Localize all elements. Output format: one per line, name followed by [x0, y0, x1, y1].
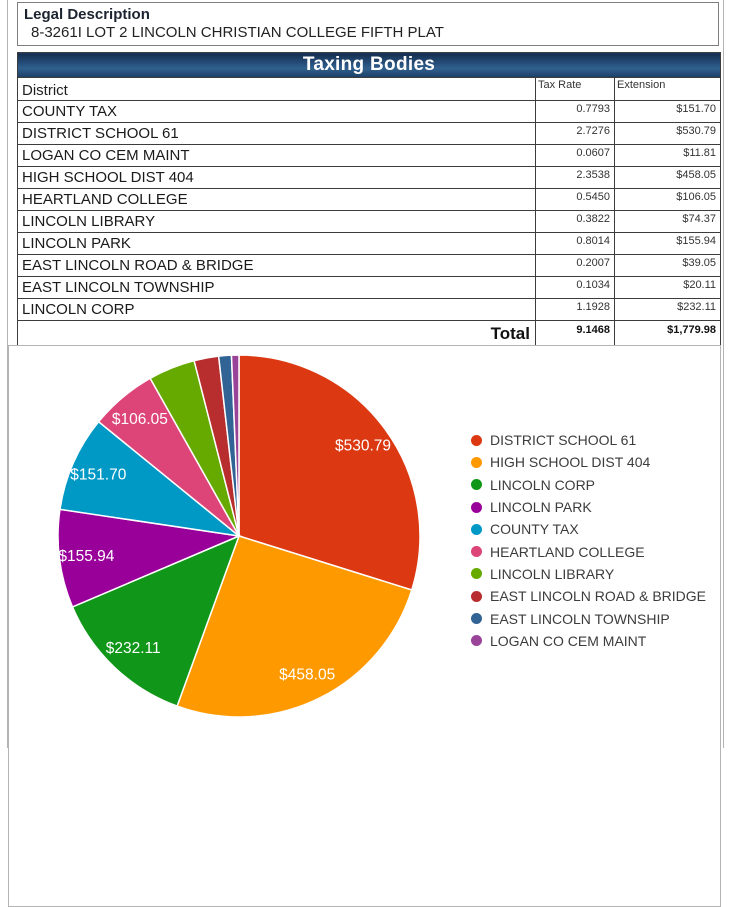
legend-label: HIGH SCHOOL DIST 404 [490, 454, 651, 471]
extension-cell: $530.79 [615, 123, 721, 145]
legend-color-dot-icon [471, 635, 482, 646]
district-cell: LINCOLN PARK [18, 233, 536, 255]
extension-cell: $74.37 [615, 211, 721, 233]
table-row [18, 277, 721, 299]
tax-rate-cell: 0.3822 [536, 211, 615, 233]
legend-color-dot-icon [471, 457, 482, 468]
extension-cell: $155.94 [615, 233, 721, 255]
legal-description-box [17, 2, 719, 46]
extension-cell: $20.11 [615, 277, 721, 299]
pie-slice-label: $458.05 [279, 666, 336, 684]
legend-label: LINCOLN PARK [490, 499, 592, 516]
district-cell: LINCOLN LIBRARY [18, 211, 536, 233]
tax-rate-cell: 0.7793 [536, 101, 615, 123]
chart-legend [471, 429, 706, 652]
table-row [18, 299, 721, 321]
page-frame [7, 0, 724, 748]
tax-rate-cell: 1.1928 [536, 299, 615, 321]
extension-cell: $151.70 [615, 101, 721, 123]
district-cell: DISTRICT SCHOOL 61 [18, 123, 536, 145]
legend-item [471, 585, 706, 607]
legend-item [471, 630, 706, 652]
legend-color-dot-icon [471, 613, 482, 624]
legend-item [471, 429, 706, 451]
legend-item [471, 451, 706, 473]
legend-label: HEARTLAND COLLEGE [490, 543, 645, 560]
taxing-bodies-title: Taxing Bodies [18, 53, 721, 78]
legal-description-title: Legal Description [24, 6, 150, 23]
tax-rate-cell: 0.0607 [536, 145, 615, 167]
legend-item [471, 607, 706, 629]
column-header-district: District [18, 78, 536, 101]
district-cell: LINCOLN CORP [18, 299, 536, 321]
legend-color-dot-icon [471, 502, 482, 513]
legend-label: LINCOLN CORP [490, 476, 596, 493]
tax-rate-cell: 2.3538 [536, 167, 615, 189]
legend-color-dot-icon [471, 524, 482, 535]
pie-slice-label: $530.79 [334, 437, 392, 455]
extension-cell: $106.05 [615, 189, 721, 211]
taxing-bodies-table [17, 52, 721, 348]
tax-rate-cell: 0.2007 [536, 255, 615, 277]
legend-item [471, 540, 706, 562]
legend-label: COUNTY TAX [490, 521, 579, 538]
legend-label: EAST LINCOLN ROAD & BRIDGE [490, 588, 707, 605]
pie-slice-label: $151.70 [70, 466, 127, 484]
table-row [18, 233, 721, 255]
pie-slice-label: $106.05 [111, 410, 168, 428]
district-cell: HEARTLAND COLLEGE [18, 189, 536, 211]
total-row [18, 321, 721, 348]
tax-rate-cell: 2.7276 [536, 123, 615, 145]
tax-distribution-pie-chart [8, 345, 721, 907]
tax-rate-cell: 0.1034 [536, 277, 615, 299]
table-row [18, 189, 721, 211]
extension-cell: $39.05 [615, 255, 721, 277]
table-row [18, 145, 721, 167]
table-row [18, 255, 721, 277]
table-row [18, 167, 721, 189]
legend-item [471, 563, 706, 585]
table-row [18, 211, 721, 233]
tax-rate-cell: 0.8014 [536, 233, 615, 255]
district-cell: LOGAN CO CEM MAINT [18, 145, 536, 167]
district-cell: EAST LINCOLN ROAD & BRIDGE [18, 255, 536, 277]
column-header-extension: Extension [615, 78, 721, 101]
legend-item [471, 474, 706, 496]
total-extension: $1,779.98 [615, 321, 721, 348]
legend-label: EAST LINCOLN TOWNSHIP [490, 610, 670, 627]
legend-label: LOGAN CO CEM MAINT [490, 632, 647, 649]
table-row [18, 101, 721, 123]
legend-item [471, 518, 706, 540]
table-row [18, 123, 721, 145]
district-cell: COUNTY TAX [18, 101, 536, 123]
total-tax-rate: 9.1468 [536, 321, 615, 348]
pie-slice-label: $232.11 [105, 640, 161, 658]
legend-color-dot-icon [471, 479, 482, 490]
pie-slice-label: $155.94 [58, 547, 115, 565]
extension-cell: $458.05 [615, 167, 721, 189]
legal-description-value: 8-3261I LOT 2 LINCOLN CHRISTIAN COLLEGE FIFTH PLAT [31, 24, 444, 41]
legend-color-dot-icon [471, 546, 482, 557]
extension-cell: $11.81 [615, 145, 721, 167]
district-cell: HIGH SCHOOL DIST 404 [18, 167, 536, 189]
legend-label: LINCOLN LIBRARY [490, 565, 615, 582]
total-label: Total [18, 321, 536, 348]
legend-item [471, 496, 706, 518]
column-header-tax-rate: Tax Rate [536, 78, 615, 101]
legend-color-dot-icon [471, 591, 482, 602]
legend-color-dot-icon [471, 435, 482, 446]
extension-cell: $232.11 [615, 299, 721, 321]
legend-label: DISTRICT SCHOOL 61 [490, 432, 637, 449]
district-cell: EAST LINCOLN TOWNSHIP [18, 277, 536, 299]
legend-color-dot-icon [471, 568, 482, 579]
tax-rate-cell: 0.5450 [536, 189, 615, 211]
